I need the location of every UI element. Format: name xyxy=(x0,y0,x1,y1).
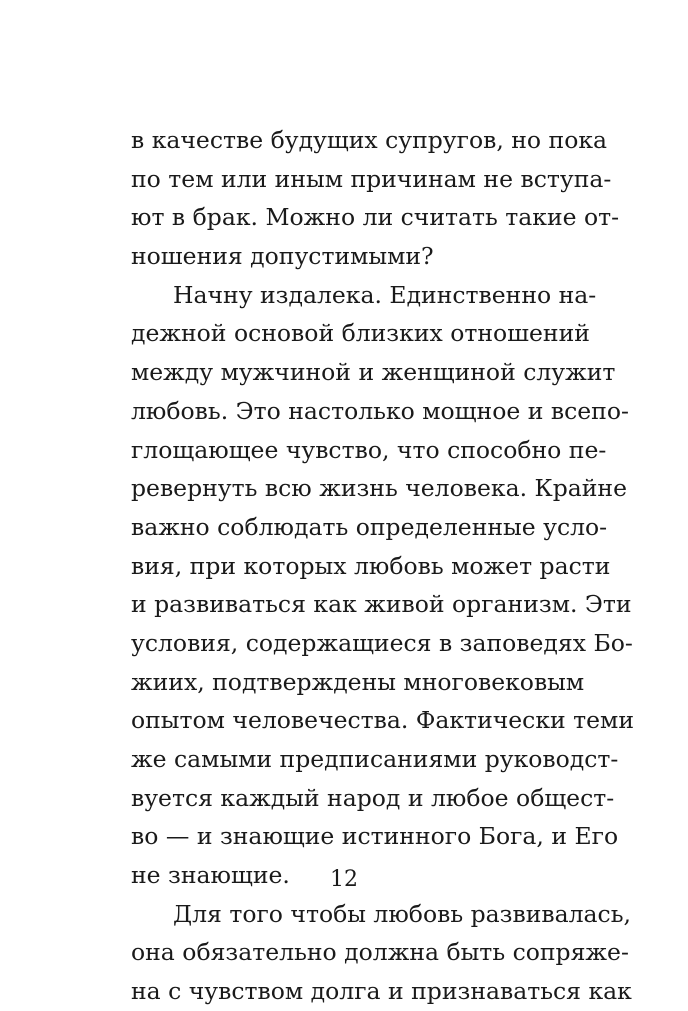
text-line: опытом человечества. Фактически теми xyxy=(131,706,635,735)
text-line: любовь. Это настолько мощное и всепо- xyxy=(131,396,629,425)
text-line: по тем или иным причинам не вступа- xyxy=(131,164,612,193)
text-line: же самыми предписаниями руководст- xyxy=(131,745,619,773)
paragraph xyxy=(131,895,632,1011)
text-line: вия, при которых любовь может расти xyxy=(131,551,611,580)
text-line: важно соблюдать определенные усло- xyxy=(131,512,608,541)
text-line: ют в брак. Можно ли считать такие от- xyxy=(131,203,620,232)
text-line: в качестве будущих супругов, но пока xyxy=(131,126,608,154)
text-line: Для того чтобы любовь развивалась, xyxy=(173,899,631,928)
text-line: дежной основой близких отношений xyxy=(131,319,590,348)
text-line: она обязательно должна быть сопряже- xyxy=(131,938,629,967)
text-line: не знающие. xyxy=(131,861,290,890)
text-line: ношения допустимыми? xyxy=(131,242,434,271)
text-line: жиих, подтверждены многовековым xyxy=(131,667,585,696)
paragraph xyxy=(131,276,635,895)
paragraph xyxy=(131,121,620,276)
text-line: и развиваться как живой организм. Эти xyxy=(131,590,632,619)
text-line: во — и знающие истинного Бога, и Его xyxy=(131,822,619,851)
page-number: 12 xyxy=(330,867,358,892)
text-line: глощающее чувство, что способно пе- xyxy=(131,435,607,464)
text-line: между мужчиной и женщиной служит xyxy=(131,358,616,387)
text-line: условия, содержащиеся в заповедях Бо- xyxy=(131,628,633,657)
text-line: вуется каждый народ и любое общест- xyxy=(131,783,615,812)
text-line: ревернуть всю жизнь человека. Крайне xyxy=(131,474,628,503)
text-line: Начну издалека. Единственно на- xyxy=(173,280,597,309)
text-line: на с чувством долга и признаваться как xyxy=(131,977,632,1006)
